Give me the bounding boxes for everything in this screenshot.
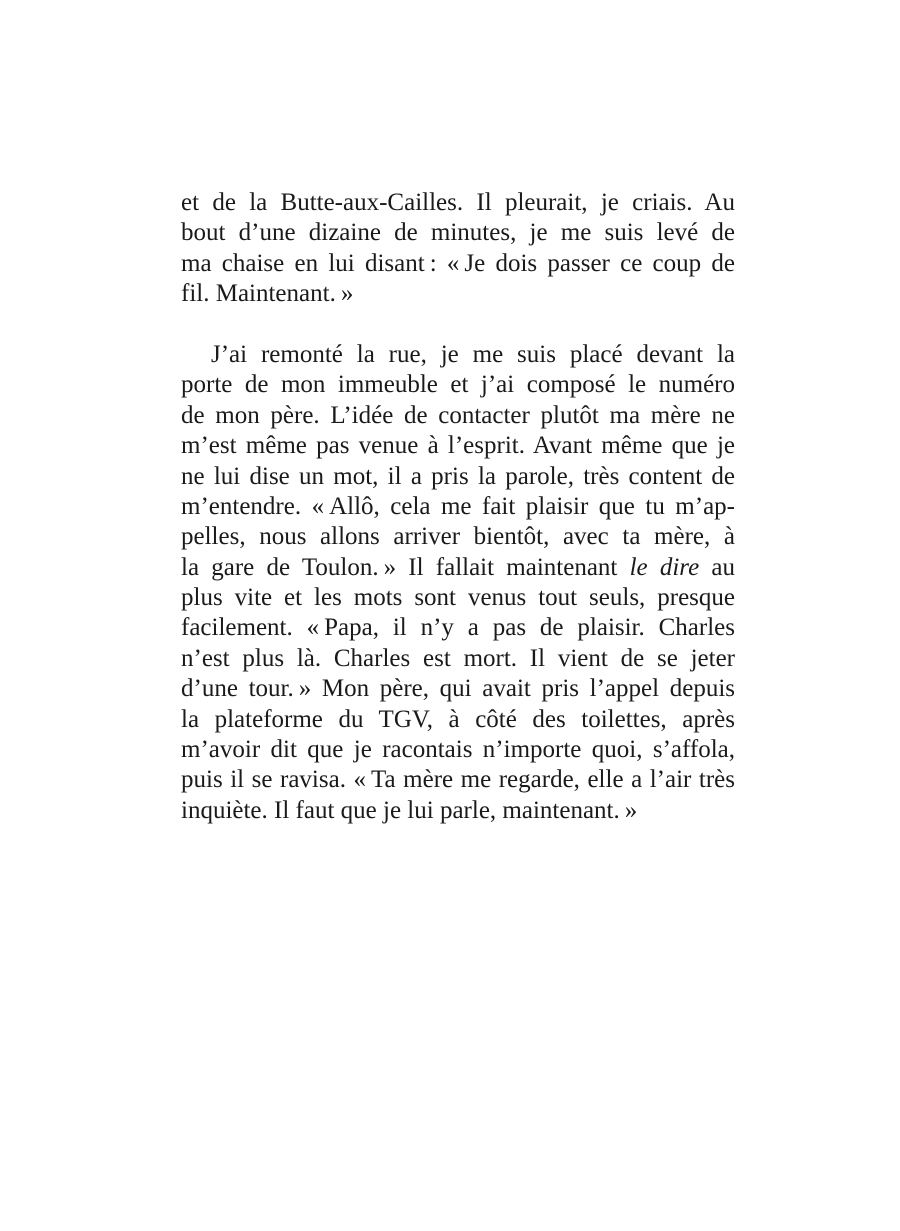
text-line: fil. Maintenant. » bbox=[181, 280, 354, 308]
text-line: J’ai remonté la rue, je me suis placé devant la bbox=[211, 340, 735, 368]
text-line: d’une tour. » Mon père, qui avait pris l’appel depuis bbox=[181, 675, 735, 703]
book-page bbox=[181, 188, 735, 826]
text-segment: au bbox=[699, 553, 735, 581]
text-line: m’avoir dit que je racontais n’importe quoi, s’affola, bbox=[181, 736, 735, 764]
text-line: m’est même pas venue à l’esprit. Avant même que je bbox=[181, 432, 735, 460]
text-line: et de la Butte-aux-Cailles. Il pleurait, je criais. Au bbox=[181, 189, 735, 216]
text-line: la plateforme du TGV, à côté des toilettes, après bbox=[181, 705, 735, 733]
text-line: n’est plus là. Charles est mort. Il vient de se jeter bbox=[181, 644, 735, 672]
text-line: m’entendre. « Allô, cela me fait plaisir que tu m’ap- bbox=[181, 492, 735, 520]
text-line: ne lui dise un mot, il a pris la parole, très content de bbox=[181, 462, 735, 490]
text-segment: la gare de Toulon. » Il fallait maintenant bbox=[181, 553, 630, 581]
text-line: ma chaise en lui disant : « Je dois passer ce coup de bbox=[181, 249, 735, 277]
text-line-with-italic bbox=[181, 553, 735, 583]
italic-emphasis: le dire bbox=[629, 553, 700, 581]
text-line: inquiète. Il faut que je lui parle, maintenant. » bbox=[181, 796, 638, 824]
text-line: plus vite et les mots sont venus tout seuls, presque bbox=[181, 584, 735, 612]
text-line: puis il se ravisa. « Ta mère me regarde, elle a l’air très bbox=[181, 766, 735, 794]
text-line: pelles, nous allons arriver bientôt, avec ta mère, à bbox=[181, 523, 735, 551]
text-line: de mon père. L’idée de contacter plutôt ma mère ne bbox=[181, 401, 735, 429]
paragraph-1 bbox=[181, 188, 735, 310]
text-line: porte de mon immeuble et j’ai composé le numéro bbox=[181, 371, 735, 399]
paragraph-2 bbox=[181, 340, 735, 826]
text-line: bout d’une dizaine de minutes, je me suis levé de bbox=[181, 219, 735, 247]
text-line: facilement. « Papa, il n’y a pas de plaisir. Charles bbox=[181, 614, 735, 642]
